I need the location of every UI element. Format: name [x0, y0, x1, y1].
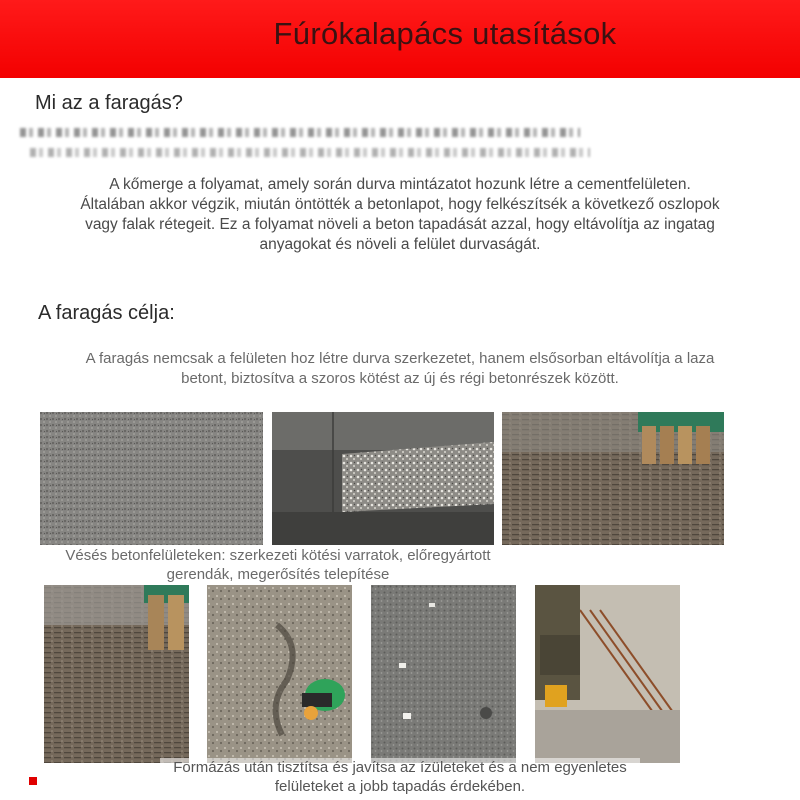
paragraph-line: A kőmerge a folyamat, amely során durva mintázatot hozunk létre a cementfelületen. — [109, 176, 691, 193]
photo-carved-concrete-wall-strip — [272, 412, 494, 545]
header-banner — [0, 0, 800, 78]
paragraph-line: anyagokat és növeli a felület durvaságát. — [259, 236, 541, 253]
photo-worker-with-hammer-drill — [535, 585, 680, 763]
photo-drilled-slab-close-up — [44, 585, 189, 763]
blurred-text-line — [30, 148, 590, 157]
photo-speckled-concrete-surface — [371, 585, 516, 763]
caption-line: Vésés betonfelületeken: szerkezeti kötési varratok, előregyártott — [65, 547, 491, 564]
section-heading-what-is-carving: Mi az a faragás? — [35, 92, 183, 114]
blurred-text-line — [20, 128, 580, 137]
paragraph-line: Általában akkor végzik, miután öntötték a betonlapot, hogy felkészítsék a következő oszlopok — [80, 196, 720, 213]
photo-drilled-concrete-floor — [502, 412, 724, 545]
page-title: Fúrókalapács utasítások — [273, 16, 617, 51]
paragraph-line: A faragás nemcsak a felületen hoz létre durva szerkezetet, hanem elsősorban eltávolítja a laza — [85, 350, 715, 367]
section2-paragraph — [20, 349, 780, 389]
caption-line: gerendák, megerősítés telepítése — [166, 566, 390, 583]
image-caption — [28, 546, 528, 584]
paragraph-line: vagy falak rétegeit. Ez a folyamat növeli a beton tapadását azzal, hogy eltávolítja az ingatag — [85, 216, 715, 233]
paragraph-line: betont, biztosítva a szoros kötést az új és régi betonrészek között. — [181, 370, 619, 387]
photo-hammer-drill-on-wall — [207, 585, 352, 763]
footer-line: Formázás után tisztítsa és javítsa az ízületeket és a nem egyenletes — [173, 759, 627, 776]
footer-note — [160, 758, 640, 796]
photo-rough-concrete-texture — [40, 412, 263, 545]
section-heading-carving-purpose: A faragás célja: — [38, 302, 175, 324]
section1-paragraph — [20, 175, 780, 255]
red-square-mark — [29, 777, 37, 785]
footer-line: felületeket a jobb tapadás érdekében. — [274, 778, 526, 795]
